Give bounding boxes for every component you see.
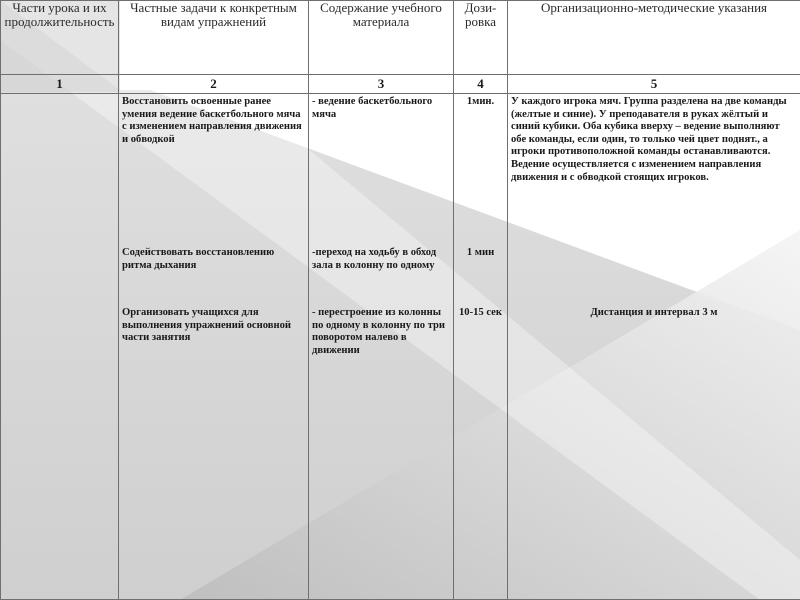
content-2: -переход на ходьбу в обход зала в колонну по одному [312,247,437,271]
header-tasks: Частные задачи к конкретным видам упражнений [119,1,309,75]
notes-3: Дистанция и интервал 3 м [590,307,718,318]
task-1: Восстановить освоенные ранее умения ведение баскетбольного мяча с изменением направления движения и обводкой [122,96,302,145]
notes-1: У каждого игрока мяч. Группа разделена на две команды (желтые и синие). У преподавателя в руках жёлтый и синий кубики. Оба кубика вверху – ведение выполняют обе команды, если один, то только чей цвет поднят., а игроки противоположной команды останавливаются. Ведение осуществляется с изменением направления движения и с обводкой стоящих игроков. [511,96,787,183]
dosage-2: 1 мин [466,247,495,258]
cell-parts [1,94,119,600]
column-number-4: 4 [454,75,508,94]
column-number-3: 3 [309,75,454,94]
dosage-3: 10-15 сек [458,307,502,318]
dosage-1: 1мин. [466,96,495,107]
cell-notes [508,94,800,600]
header-content: Содержание учебного материала [309,1,454,75]
cell-dosage [454,94,508,600]
task-3: Организовать учащихся для выполнения упражнений основной части занятия [122,307,291,344]
header-parts: Части урока и их продолжительность [1,1,119,75]
column-number-5: 5 [508,75,800,94]
column-number-1: 1 [1,75,119,94]
content-1: - ведение баскетбольного мяча [312,96,433,120]
table-body-row [1,94,800,600]
column-number-2: 2 [119,75,309,94]
task-2: Содействовать восстановлению ритма дыхания [122,247,275,271]
cell-tasks [119,94,309,600]
content-3: - перестроение из колонны по одному в колонну по три поворотом налево в движении [312,307,446,356]
header-dosage: Дози-ровка [454,1,508,75]
cell-content [309,94,454,600]
header-notes: Организационно-методические указания [508,1,800,75]
column-number-row [1,75,800,94]
header-row [1,1,800,75]
